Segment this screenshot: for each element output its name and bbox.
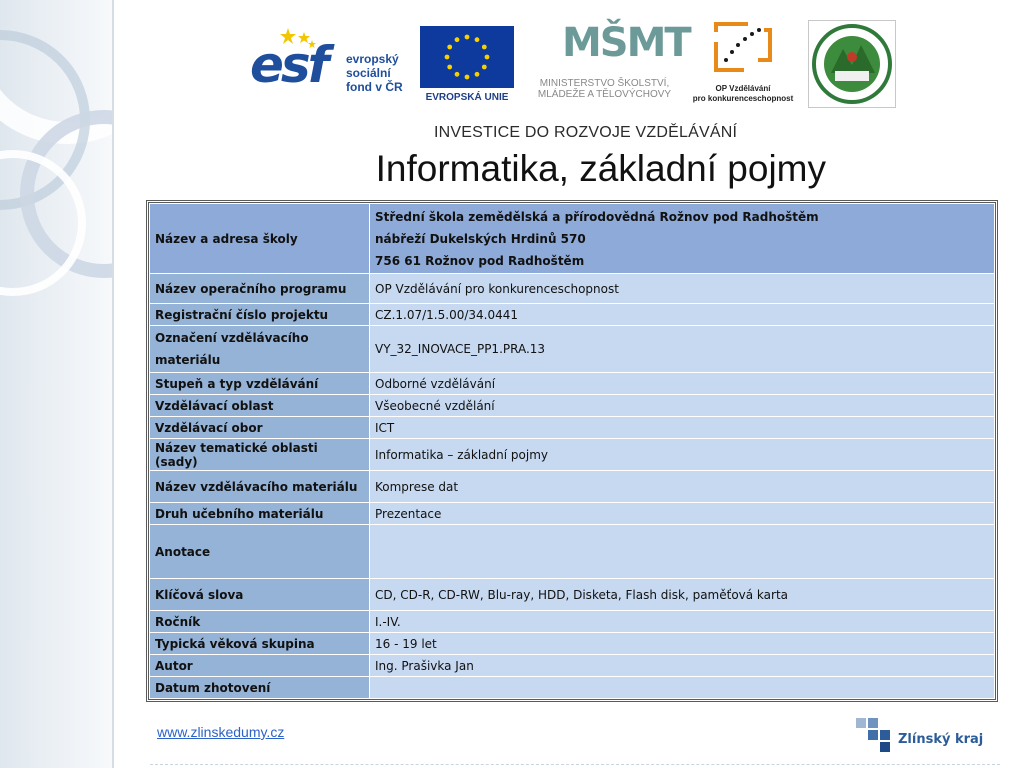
row-label: Název operačního programu xyxy=(150,274,370,304)
value-line: nábřeží Dukelských Hrdinů 570 xyxy=(375,231,586,246)
msmt-mark: MŠMT xyxy=(562,20,690,66)
op-text xyxy=(688,84,798,104)
table-row xyxy=(150,204,995,274)
esf-text-line: evropský xyxy=(346,52,399,66)
op-emblem-icon xyxy=(708,22,778,82)
row-label: Registrační číslo projektu xyxy=(150,304,370,326)
page-title: Informatika, základní pojmy xyxy=(375,148,826,189)
table-row xyxy=(150,525,995,579)
school-logo xyxy=(808,20,896,108)
table-row xyxy=(150,417,995,439)
row-label: Vzdělávací oblast xyxy=(150,395,370,417)
table-row xyxy=(150,373,995,395)
eu-logo xyxy=(420,26,514,106)
left-divider xyxy=(112,0,114,768)
row-value: Prezentace xyxy=(370,503,995,525)
esf-logo xyxy=(250,26,418,106)
table-row xyxy=(150,304,995,326)
row-value: ICT xyxy=(370,417,995,439)
row-value: Odborné vzdělávání xyxy=(370,373,995,395)
msmt-text xyxy=(522,78,687,100)
value-line: Střední škola zemědělská a přírodovědná Rožnov pod Radhoštěm xyxy=(375,209,819,224)
zlinsky-kraj-logo xyxy=(856,716,986,752)
row-label: Typická věková skupina xyxy=(150,633,370,655)
op-text-line: pro konkurenceschopnost xyxy=(692,94,794,103)
row-value: 16 - 19 let xyxy=(370,633,995,655)
row-value: CD, CD-R, CD-RW, Blu-ray, HDD, Disketa, Flash disk, paměťová karta xyxy=(370,579,995,611)
row-value xyxy=(370,677,995,699)
info-table-grid xyxy=(149,203,995,699)
row-label: Druh učebního materiálu xyxy=(150,503,370,525)
esf-letters: esf xyxy=(250,36,327,94)
left-decoration xyxy=(0,0,112,768)
row-label: Stupeň a typ vzdělávání xyxy=(150,373,370,395)
row-value xyxy=(370,525,995,579)
op-logo xyxy=(688,22,792,108)
eu-text: EVROPSKÁ UNIE xyxy=(425,92,509,103)
msmt-text-line: MLÁDEŽE A TĚLOVÝCHOVY xyxy=(537,89,672,100)
esf-text-line: fond v ČR xyxy=(346,80,403,94)
row-label: Klíčová slova xyxy=(150,579,370,611)
value-line: 756 61 Rožnov pod Radhoštěm xyxy=(375,253,585,268)
esf-text xyxy=(346,52,403,94)
row-label: Autor xyxy=(150,655,370,677)
table-row xyxy=(150,633,995,655)
table-row xyxy=(150,503,995,525)
table-row xyxy=(150,395,995,417)
table-row xyxy=(150,611,995,633)
table-row xyxy=(150,579,995,611)
table-row xyxy=(150,471,995,503)
row-value: Informatika – základní pojmy xyxy=(370,439,995,471)
table-row xyxy=(150,677,995,699)
school-emblem-icon xyxy=(809,21,895,107)
row-label: Datum zhotovení xyxy=(150,677,370,699)
row-value xyxy=(370,204,995,274)
row-label: Název tematické oblasti (sady) xyxy=(150,439,370,471)
table-row xyxy=(150,274,995,304)
investice-heading: INVESTICE DO ROZVOJE VZDĚLÁVÁNÍ xyxy=(434,124,738,141)
row-value: OP Vzdělávání pro konkurenceschopnost xyxy=(370,274,995,304)
msmt-text-line: MINISTERSTVO ŠKOLSTVÍ, xyxy=(539,78,670,89)
row-value: Komprese dat xyxy=(370,471,995,503)
row-label: Označení vzdělávacího materiálu xyxy=(150,326,370,373)
bottom-divider xyxy=(150,764,1000,766)
row-label: Název a adresa školy xyxy=(150,204,370,274)
zlinskedumy-link[interactable]: www.zlinskedumy.cz xyxy=(157,724,285,740)
table-row xyxy=(150,439,995,471)
info-table xyxy=(146,200,998,702)
op-text-line: OP Vzdělávání xyxy=(715,84,771,93)
row-value: I.-IV. xyxy=(370,611,995,633)
row-value: Všeobecné vzdělání xyxy=(370,395,995,417)
region-squares-icon xyxy=(856,716,896,752)
row-value: Ing. Prašivka Jan xyxy=(370,655,995,677)
row-value: VY_32_INOVACE_PP1.PRA.13 xyxy=(370,326,995,373)
table-row xyxy=(150,326,995,373)
row-label: Vzdělávací obor xyxy=(150,417,370,439)
region-name: Zlínský kraj xyxy=(898,732,984,747)
eu-flag-icon xyxy=(420,26,514,88)
row-label: Název vzdělávacího materiálu xyxy=(150,471,370,503)
table-row xyxy=(150,655,995,677)
esf-text-line: sociální xyxy=(346,66,391,80)
row-label: Ročník xyxy=(150,611,370,633)
row-label: Anotace xyxy=(150,525,370,579)
row-value: CZ.1.07/1.5.00/34.0441 xyxy=(370,304,995,326)
logo-bar xyxy=(250,20,900,112)
msmt-logo xyxy=(522,20,690,108)
